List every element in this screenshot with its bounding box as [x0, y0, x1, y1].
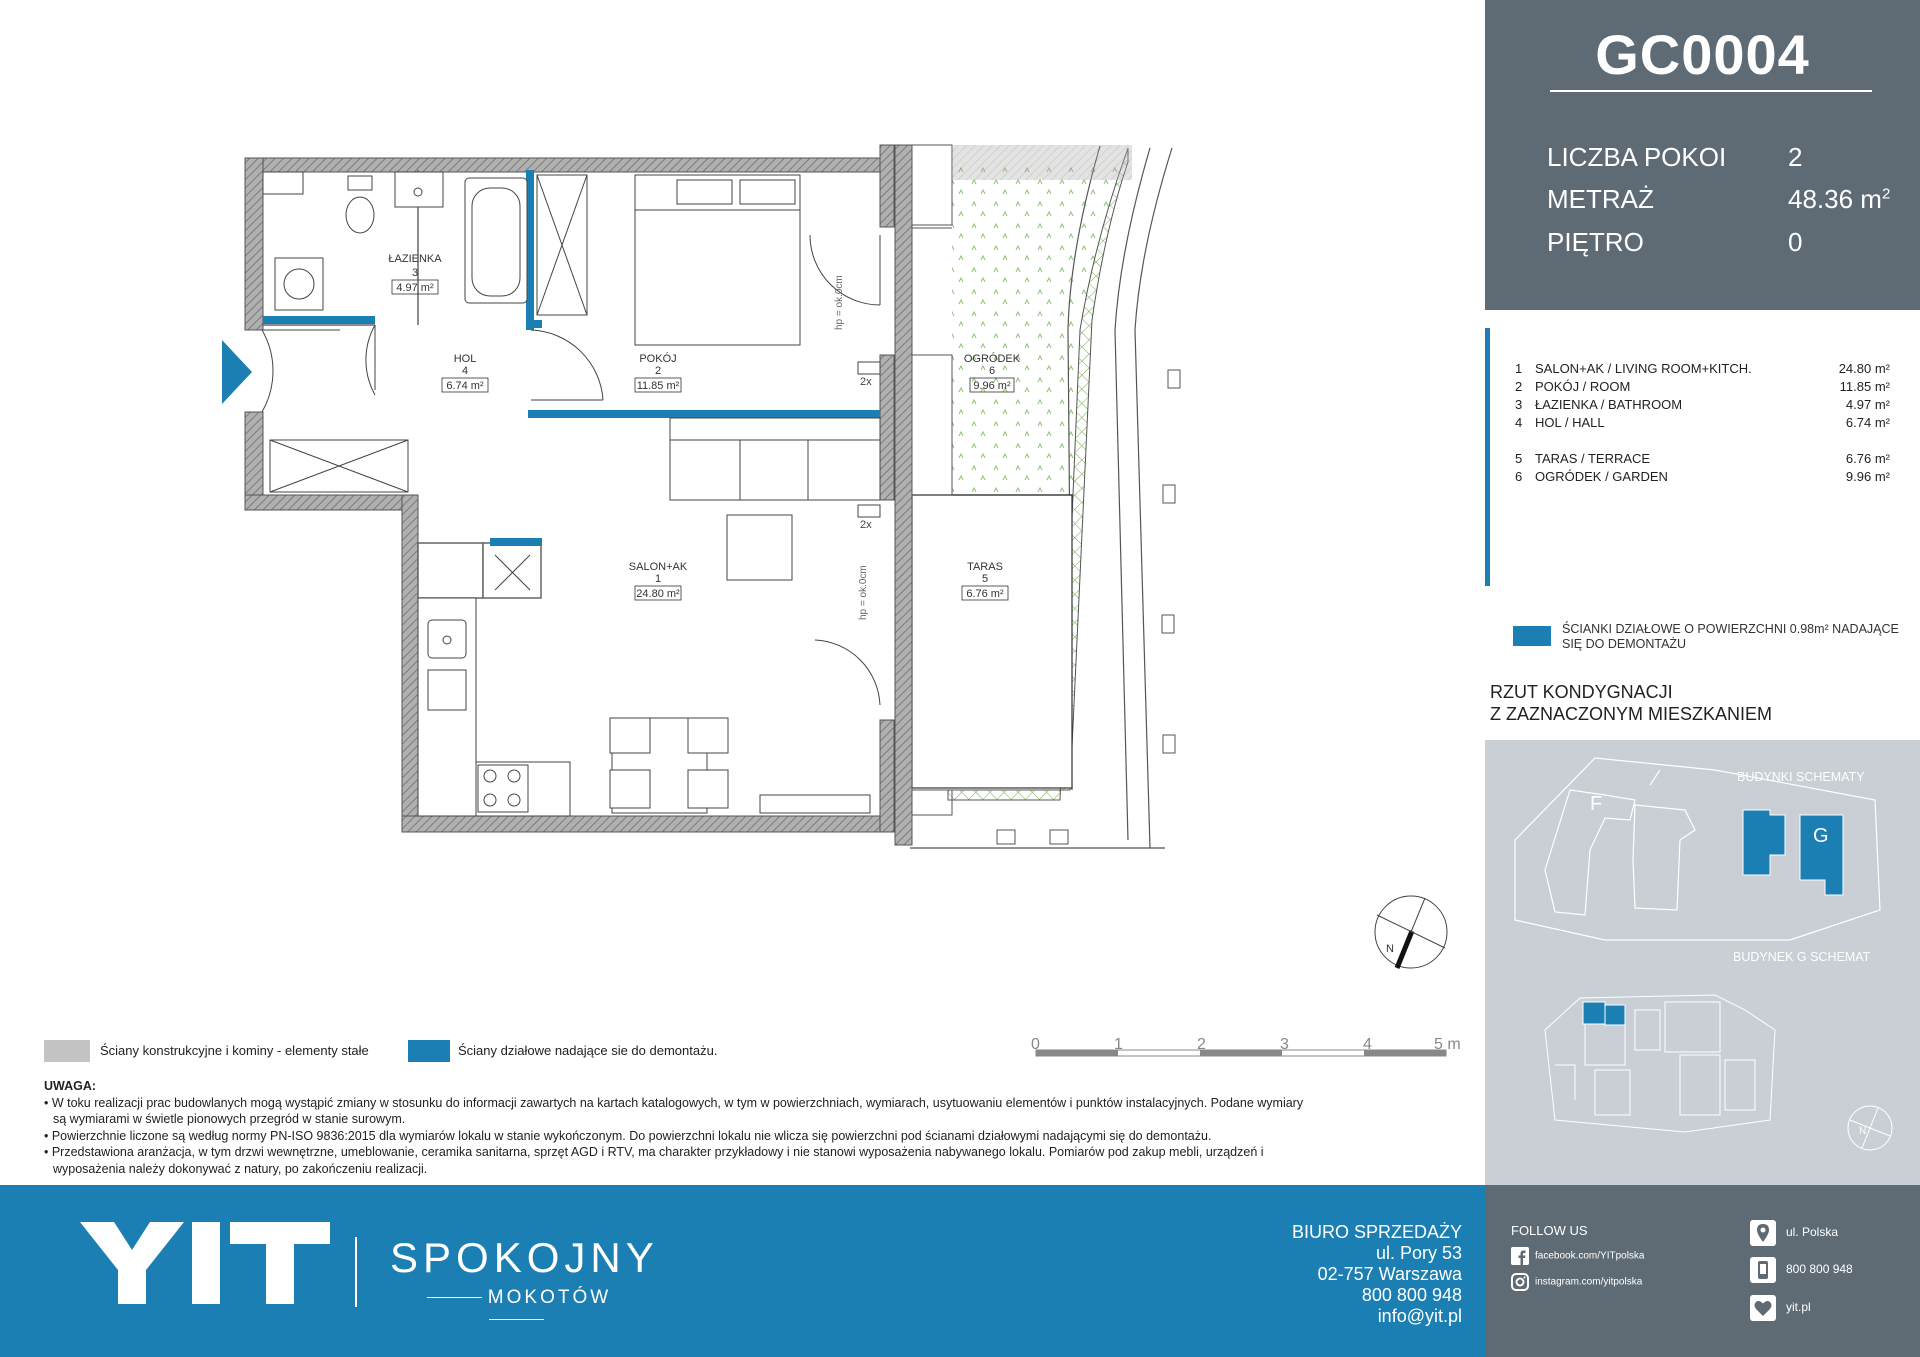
- divider: [1550, 90, 1872, 92]
- legend-blue-wall-text: Ściany działowe nadające sie do demontażu.: [458, 1043, 718, 1058]
- room-label-name: ŁAZIENKA: [388, 253, 442, 265]
- entry-arrow-icon: [222, 340, 252, 404]
- heart-icon: [1750, 1295, 1776, 1321]
- instagram-link[interactable]: instagram.com/yitpolska: [1511, 1273, 1642, 1291]
- apartment-summary: [1485, 0, 1920, 310]
- follow-us-label: FOLLOW US: [1511, 1223, 1588, 1238]
- floor-plan-title: RZUT KONDYGNACJI Z ZAZNACZONYM MIESZKANIEM: [1490, 682, 1773, 724]
- notes: [44, 1078, 1464, 1177]
- legend-blue-swatch: [1513, 626, 1551, 646]
- apartment-code: GC0004: [1595, 23, 1810, 86]
- note-line: • Powierzchnie liczone są według normy PN-ISO 9836:2015 dla wymiarów lokalu w stanie wykończonym. Do powierzchni lokalu nie wlicza się powierzchni pod ścianami działowymi nadającymi się do demontażu.: [44, 1128, 1212, 1143]
- north-compass-icon: [1375, 896, 1447, 968]
- room-label-num: 4: [461, 365, 469, 377]
- room-label-name: OGRÓDEK: [963, 353, 1021, 365]
- legend-gray-text: Ściany konstrukcyjne i kominy - elementy stałe: [100, 1043, 369, 1058]
- note-line: • Przedstawiona aranżacja, w tym drzwi wewnętrzne, umeblowanie, ceramika sanitarna, sprzęt AGD i RTV, ma charakter przykładowy i nie stanowi wyposażenia nabywanego lokalu. Pomiarów pod zakup mebli, urządzeń i: [44, 1145, 1264, 1159]
- note-line: wyposażenia należy dokonywać z natury, po zakończeniu realizacji.: [53, 1161, 428, 1176]
- phone-icon: [1750, 1257, 1776, 1283]
- scale-tick: 0: [1031, 1036, 1040, 1053]
- note-line: • W toku realizacji prac budowlanych mogą wystąpić zmiany w stosunku do informacji zawartych na kartach katalogowych, w tym w powierzchniach, wymiarach, usytuowaniu elementów i punktów instalacyjnych. Podane wymiary: [44, 1095, 1304, 1110]
- scale-tick: 2: [1197, 1036, 1206, 1053]
- legend-blue-text: ŚCIANKI DZIAŁOWE O POWIERZCHNI 0.98m² NADAJĄCE SIĘ DO DEMONTAŻU: [1562, 622, 1899, 651]
- scale-bar: [1031, 1036, 1461, 1056]
- stat-value-area: 48.36 $m^2$: [1788, 184, 1891, 214]
- scale-tick: 5 m: [1434, 1036, 1461, 1053]
- terrace-area: [912, 495, 1072, 788]
- contact-web[interactable]: yit.pl: [1750, 1295, 1811, 1321]
- room-label-name: SALON+AK: [628, 561, 688, 573]
- schematic-label: BUDYNEK G SCHEMAT: [1733, 950, 1871, 964]
- brand-subtitle: MOKOTÓW: [390, 1287, 642, 1331]
- note-line: są wymiarami w świetle pionowych przegród w stanie surowym.: [53, 1112, 406, 1126]
- contact-phone[interactable]: 800 800 948: [1750, 1257, 1853, 1283]
- building-f-label: F: [1590, 793, 1603, 815]
- sidebar: [1485, 0, 1920, 1185]
- north-label: N: [1386, 943, 1394, 955]
- plan-hp-label-1: hp = ok.0cm: [834, 275, 845, 330]
- room-label-area: 24.80 m²: [636, 588, 680, 600]
- legend-blue-wall-swatch: [408, 1040, 450, 1062]
- room-label-name: POKÓJ: [639, 353, 677, 365]
- yit-logo: [80, 1222, 330, 1304]
- facebook-link[interactable]: facebook.com/YITpolska: [1511, 1247, 1645, 1265]
- room-label-num: 1: [654, 573, 662, 585]
- room-label-name: TARAS: [967, 561, 1003, 573]
- room-label-num: 5: [981, 573, 989, 585]
- scale-tick: 4: [1363, 1036, 1372, 1053]
- stat-label-floor: PIĘTRO: [1547, 227, 1644, 257]
- room-label-name: HOL: [453, 353, 477, 365]
- room-label-num: 6: [988, 365, 996, 377]
- scale-tick: 3: [1280, 1036, 1289, 1053]
- room-label-area: 4.97 m²: [396, 282, 434, 294]
- footer-contacts: [1485, 1185, 1920, 1357]
- location-icon: [1750, 1220, 1776, 1246]
- scale-tick: 1: [1114, 1036, 1123, 1053]
- legend-gray-swatch: [44, 1040, 90, 1062]
- stat-value-floor: 0: [1788, 227, 1803, 257]
- schematic-north-label: N: [1859, 1126, 1867, 1137]
- room-label-area: 11.85 m²: [636, 380, 680, 392]
- plan-2x-label-2: 2x: [860, 519, 872, 531]
- list-item: 4 HOL / HALL 6.74 m²: [1515, 415, 1890, 430]
- room-list-accent: [1485, 328, 1490, 586]
- stat-label-area: METRAŻ: [1547, 184, 1654, 214]
- list-item: 5 TARAS / TERRACE 6.76 m²: [1515, 451, 1890, 466]
- room-label-num: 3: [411, 267, 419, 279]
- room-label-area: 6.76 m²: [966, 588, 1004, 600]
- list-item: 2 POKÓJ / ROOM 11.85 m²: [1515, 379, 1890, 394]
- list-item: 1 SALON+AK / LIVING ROOM+KITCH. 24.80 m²: [1515, 361, 1890, 376]
- facebook-icon: [1511, 1247, 1529, 1265]
- room-label-num: 2: [654, 365, 662, 377]
- schematic-north-icon: [1848, 1106, 1892, 1150]
- room-label-area: 9.96 m²: [973, 380, 1011, 392]
- building-g-label: G: [1813, 825, 1829, 847]
- instagram-icon: [1511, 1273, 1529, 1291]
- room-list: [1485, 328, 1920, 586]
- list-item: 6 OGRÓDEK / GARDEN 9.96 m²: [1515, 469, 1890, 484]
- plan-hp-label-2: hp = ok.0cm: [858, 565, 869, 620]
- contact-address: ul. Polska: [1750, 1220, 1838, 1246]
- list-item: 3 ŁAZIENKA / BATHROOM 4.97 m²: [1515, 397, 1890, 412]
- brand-name: SPOKOJNY: [390, 1234, 659, 1281]
- schematic-label: BUDYNKI SCHEMATY: [1737, 770, 1865, 784]
- footer: [0, 1185, 1920, 1357]
- room-label-area: 6.74 m²: [446, 380, 484, 392]
- stat-value-rooms: 2: [1788, 142, 1803, 172]
- stat-label-rooms: LICZBA POKOI: [1547, 142, 1727, 172]
- sales-office: BIURO SPRZEDAŻY ul. Pory 53 02-757 Warszawa 800 800 948 info@yit.pl: [1291, 1222, 1462, 1326]
- plan-2x-label-1: 2x: [860, 376, 872, 388]
- building-schematics: [1485, 740, 1920, 1185]
- notes-heading: UWAGA:: [44, 1079, 97, 1093]
- logo-divider: [355, 1237, 357, 1307]
